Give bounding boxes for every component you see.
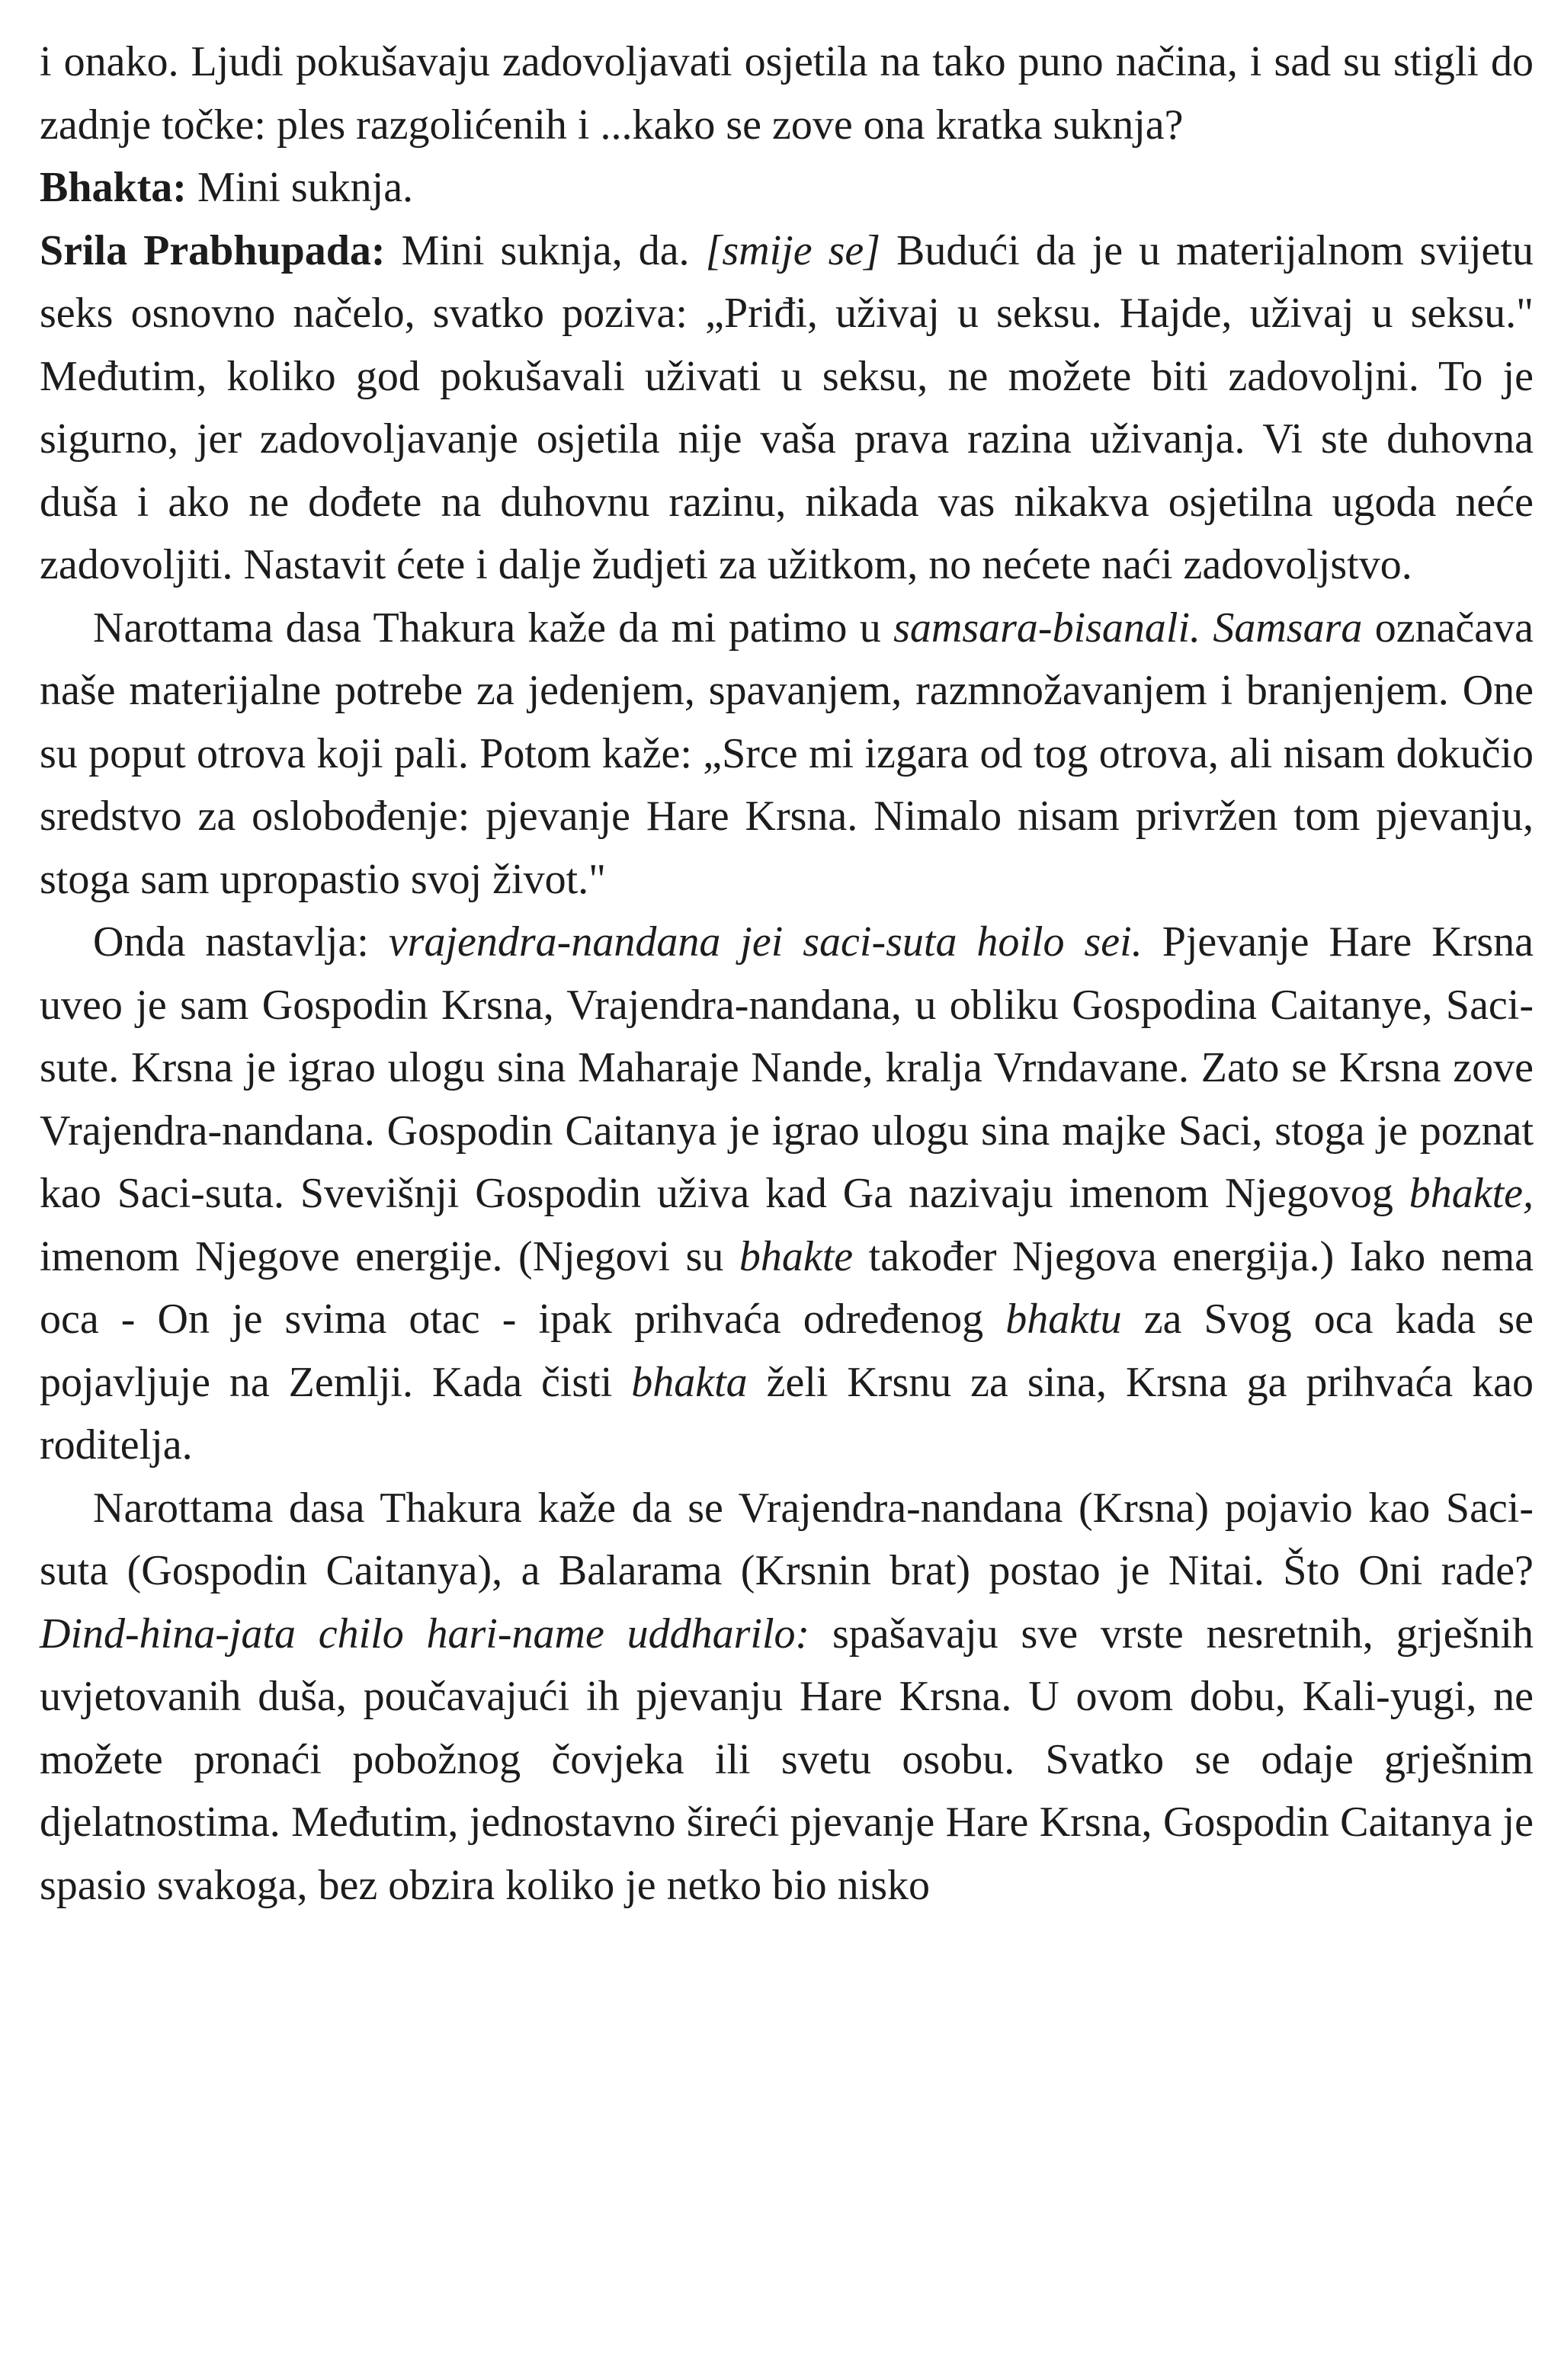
speaker-label: Bhakta: [40, 164, 187, 211]
text-run: i onako. Ljudi pokušavaju zadovoljavati osjetila na tako puno načina, i sad su stigli do zadnje točke: ples razgolićenih i ...kako se zove ona kratka suknja? [40, 38, 1534, 149]
book-page [40, 30, 1534, 1917]
speaker-label: Srila Prabhupada: [40, 226, 386, 274]
text-run: Narottama dasa Thakura kaže da mi patimo u [93, 604, 894, 652]
paragraph [40, 597, 1534, 911]
text-run: spašavaju sve vrste nesretnih, grješnih uvjetovanih duša, poučavajući ih pjevanju Hare Krsna. U ovom dobu, Kali-yugi, ne možete pronaći pobožnog čovjeka ili svetu osobu. Svatko se odaje grješnim djelatnostima. Međutim, jednostavno šireći pjevanje Hare Krsna, Gospodin Caitanya je spasio svakoga, bez obzira koliko je netko bio nisko [40, 1610, 1534, 1909]
italic-term: [smije se] [705, 226, 881, 274]
text-run: Narottama dasa Thakura kaže da se Vrajendra-nandana (Krsna) pojavio kao Saci-suta (Gospodin Caitanya), a Balarama (Krsnin brat) postao je Nitai. Što Oni rade? [40, 1484, 1534, 1594]
paragraph [40, 219, 1534, 597]
paragraph [40, 30, 1534, 156]
text-run: Pjevanje Hare Krsna uveo je sam Gospodin Krsna, Vrajendra-nandana, u obliku Gospodina Caitanye, Saci-sute. Krsna je igrao ulogu sina Maharaje Nande, kralja Vrndavane. Zato se Krsna zove Vrajendra-nandana. Gospodin Caitanya je igrao ulogu sina majke Saci, stoga je poznat kao Saci-suta. Svevišnji Gospodin uživa kad Ga nazivaju imenom Njegovog [40, 918, 1534, 1217]
page-text-body [40, 30, 1534, 1917]
text-run: Onda nastavlja: [93, 918, 389, 966]
text-run: imenom Njegove energije. (Njegovi su [40, 1232, 739, 1280]
text-run: želi Krsnu za sina, Krsna ga prihvaća kao roditelja. [40, 1358, 1534, 1469]
text-run: za Svog oca kada se pojavljuje na Zemlji. Kada čisti [40, 1296, 1534, 1406]
text-run: Mini suknja. [186, 164, 414, 211]
paragraph [40, 1477, 1534, 1917]
paragraph [40, 156, 1534, 219]
italic-term: bhakta [631, 1358, 748, 1406]
italic-term: bhaktu [1005, 1296, 1122, 1343]
paragraph [40, 911, 1534, 1477]
italic-term: vrajendra-nandana jei saci-suta hoilo sei. [388, 918, 1143, 966]
text-run: Mini suknja, da. [385, 226, 706, 274]
text-run: Budući da je u materijalnom svijetu seks osnovno načelo, svatko poziva: „Priđi, uživaj u seksu. Hajde, uživaj u seksu." Međutim, koliko god pokušavali uživati u seksu, ne možete biti zadovoljni. To je sigurno, jer zadovoljavanje osjetila nije vaša prava razina uživanja. Vi ste duhovna duša i ako ne dođete na duhovnu razinu, nikada vas nikakva osjetilna ugoda neće zadovoljiti. Nastavit ćete i dalje žudjeti za užitkom, no nećete naći zadovoljstvo. [40, 226, 1534, 588]
italic-term: Dind-hina-jata chilo hari-name uddharilo: [40, 1610, 810, 1658]
text-run: također Njegova energija.) Iako nema oca - On je svima otac - ipak prihvaća određenog [40, 1232, 1534, 1343]
italic-term: bhakte, [1409, 1170, 1534, 1217]
italic-term: bhakte [739, 1232, 854, 1280]
italic-term: samsara-bisanali. Samsara [893, 604, 1363, 652]
text-run: označava naše materijalne potrebe za jedenjem, spavanjem, razmnožavanjem i branjenjem. One su poput otrova koji pali. Potom kaže: „Srce mi izgara od tog otrova, ali nisam dokučio sredstvo za oslobođenje: pjevanje Hare Krsna. Nimalo nisam privržen tom pjevanju, stoga sam upropastio svoj život." [40, 604, 1534, 903]
